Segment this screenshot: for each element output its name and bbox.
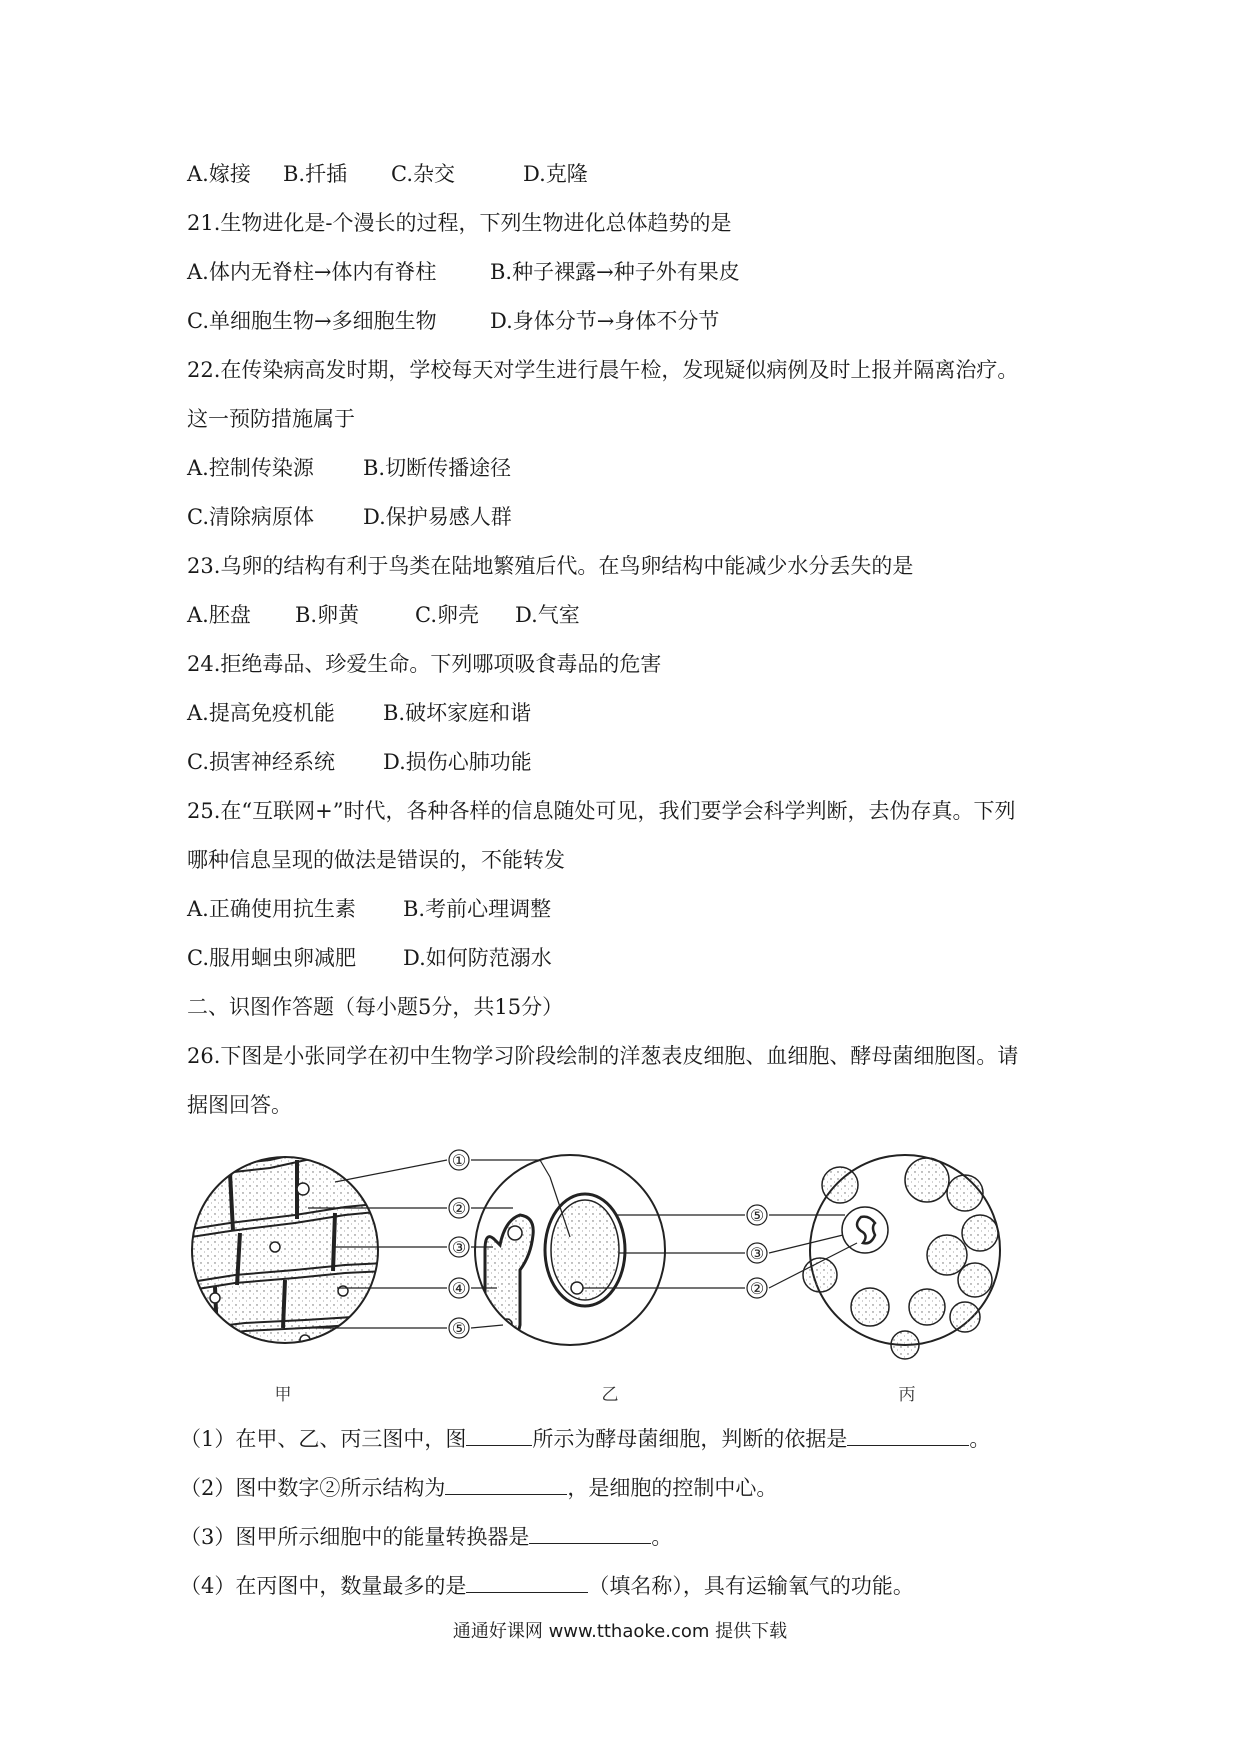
q25-options-row2 [187,943,552,973]
q26-sub2-text-a: （2）图中数字②所示结构为 [180,1476,446,1500]
label-2-right: ② [749,1279,765,1298]
q25-stem-line1: 25.在“互联网+”时代，各种各样的信息随处可见，我们要学会科学判断，去伪存真。下列 [187,799,1016,823]
q25-option-c: C.服用蛔虫卵减肥 [187,946,356,970]
q20-option-b: B.扦插 [283,162,348,186]
q21-option-b: B.种子裸露→种子外有果皮 [490,260,740,284]
label-5-right: ⑤ [749,1206,765,1225]
blood-cell-diagram [803,1155,1000,1359]
label-4-left: ④ [451,1279,467,1298]
q26-sub4-text-a: （4）在丙图中，数量最多的是 [180,1574,467,1598]
q26-sub3-text-b: 。 [651,1525,673,1549]
q26-sub3-text-a: （3）图甲所示细胞中的能量转换器是 [180,1525,530,1549]
q23-stem: 23.乌卵的结构有利于鸟类在陆地繁殖后代。在鸟卵结构中能减少水分丢失的是 [187,554,914,578]
q22-stem-line1: 22.在传染病高发时期，学校每天对学生进行晨午检，发现疑似病例及时上报并隔离治疗。 [187,358,1019,382]
q21-option-d: D.身体分节→身体不分节 [490,309,720,333]
q21-stem: 21.生物进化是-个漫长的过程，下列生物进化总体趋势的是 [187,211,732,235]
q25-option-a: A.正确使用抗生素 [187,897,356,921]
q20-option-d: D.克隆 [523,162,588,186]
caption-jia: 甲 [274,1385,292,1405]
q26-sub3-blank[interactable] [529,1521,651,1544]
q23-options [187,600,580,630]
q23-option-b: B.卵黄 [295,603,360,627]
q22-option-b: B.切断传播途径 [363,456,512,480]
q20-options [187,159,588,189]
onion-cell-diagram [185,1135,385,1365]
q26-stem-line2: 据图回答。 [187,1093,292,1117]
q26-sub1-text-a: （1）在甲、乙、丙三图中，图 [180,1427,467,1451]
caption-yi: 乙 [601,1385,619,1405]
q24-option-c: C.损害神经系统 [187,750,335,774]
q26-sub2-text-b: ，是细胞的控制中心。 [567,1476,778,1500]
section-heading: 二、识图作答题（每小题5分，共15分） [187,995,564,1019]
caption-bing: 丙 [898,1385,916,1405]
q21-option-a: A.体内无脊柱→体内有脊柱 [187,260,437,284]
q24-options-row2 [187,747,532,777]
q25-option-d: D.如何防范溺水 [403,946,552,970]
q23-option-c: C.卵壳 [415,603,479,627]
q26-sub4 [180,1570,914,1601]
q21-option-c: C.单细胞生物→多细胞生物 [187,309,437,333]
q26-sub1-blank-2[interactable] [847,1423,969,1446]
q24-stem: 24.拒绝毒品、珍爱生命。下列哪项吸食毒品的危害 [187,652,662,676]
q25-option-b: B.考前心理调整 [403,897,552,921]
yeast-cell-diagram [475,1155,665,1346]
page-footer: 通通好课网 www.tthaoke.com 提供下载 [452,1621,788,1642]
q26-sub1-text-b: 所示为酵母菌细胞，判断的依据是 [532,1427,848,1451]
q24-option-a: A.提高免疫机能 [187,701,335,725]
q26-sub1-blank-1[interactable] [466,1423,532,1446]
q25-stem-line2: 哪种信息呈现的做法是错误的，不能转发 [187,848,565,872]
q22-stem-line2: 这一预防措施属于 [187,407,355,431]
q24-option-d: D.损伤心肺功能 [383,750,532,774]
label-3-right: ③ [749,1244,765,1263]
q21-options-row1 [187,257,740,287]
q26-sub4-text-b: （填名称），具有运输氧气的功能。 [588,1574,914,1598]
q20-option-a: A.嫁接 [187,162,251,186]
q22-options-row1 [187,453,511,483]
q26-sub4-blank[interactable] [466,1570,588,1593]
label-3-left: ③ [451,1238,467,1257]
q26-sub1 [180,1423,990,1454]
q26-sub2 [180,1472,777,1503]
q21-options-row2 [187,306,719,336]
q26-sub2-blank[interactable] [445,1472,567,1495]
q26-sub1-text-c: 。 [969,1427,991,1451]
q24-options-row1 [187,698,531,728]
q22-options-row2 [187,502,512,532]
q26-sub3 [180,1521,672,1552]
q22-option-a: A.控制传染源 [187,456,314,480]
label-2-left: ② [451,1199,467,1218]
q22-option-d: D.保护易感人群 [363,505,512,529]
q23-option-d: D.气室 [515,603,580,627]
label-5-left: ⑤ [451,1319,467,1338]
label-1-left: ① [451,1151,467,1170]
q26-stem-line1: 26.下图是小张同学在初中生物学习阶段绘制的洋葱表皮细胞、血细胞、酵母菌细胞图。请 [187,1044,1019,1068]
cell-figure [185,1135,1025,1415]
q22-option-c: C.清除病原体 [187,505,314,529]
q25-options-row1 [187,894,551,924]
q23-option-a: A.胚盘 [187,603,251,627]
q20-option-c: C.杂交 [391,162,455,186]
q24-option-b: B.破坏家庭和谐 [383,701,532,725]
